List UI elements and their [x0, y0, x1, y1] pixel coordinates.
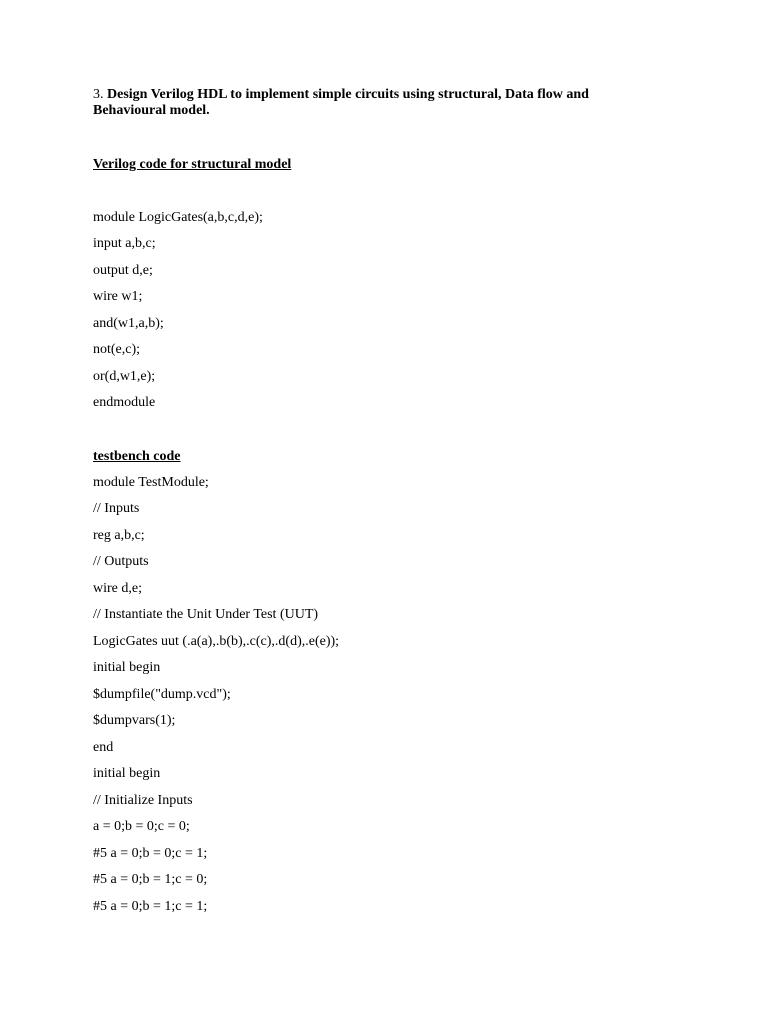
- testbench-code-line: $dumpvars(1);: [93, 713, 176, 728]
- structural-code-line: and(w1,a,b);: [93, 316, 164, 331]
- structural-code-line: output d,e;: [93, 263, 153, 278]
- structural-code-line: input a,b,c;: [93, 236, 156, 251]
- testbench-code-line: // Instantiate the Unit Under Test (UUT): [93, 607, 319, 622]
- question-text: Design Verilog HDL to implement simple circuits using structural, Data flow and Behavioural model.: [93, 87, 589, 118]
- testbench-code-line: #5 a = 0;b = 0;c = 1;: [93, 846, 208, 861]
- testbench-code-line: $dumpfile("dump.vcd");: [93, 687, 231, 702]
- question-statement: [93, 87, 653, 119]
- testbench-code-line: #5 a = 0;b = 1;c = 0;: [93, 872, 208, 887]
- testbench-code-line: LogicGates uut (.a(a),.b(b),.c(c),.d(d),.e(e));: [93, 634, 340, 649]
- structural-code-line: or(d,w1,e);: [93, 369, 156, 384]
- structural-heading: Verilog code for structural model: [93, 157, 292, 172]
- testbench-code-line: reg a,b,c;: [93, 528, 145, 543]
- testbench-code-line: module TestModule;: [93, 475, 209, 490]
- structural-code-line: wire w1;: [93, 289, 143, 304]
- testbench-code-line: a = 0;b = 0;c = 0;: [93, 819, 190, 834]
- testbench-code-line: initial begin: [93, 660, 161, 675]
- testbench-code-line: // Initialize Inputs: [93, 793, 193, 808]
- testbench-code-line: // Inputs: [93, 501, 140, 516]
- testbench-code-line: // Outputs: [93, 554, 149, 569]
- structural-code-line: module LogicGates(a,b,c,d,e);: [93, 210, 263, 225]
- testbench-heading: testbench code: [93, 449, 181, 464]
- testbench-code-line: #5 a = 0;b = 1;c = 1;: [93, 899, 208, 914]
- testbench-code-line: end: [93, 740, 114, 755]
- structural-code-line: not(e,c);: [93, 342, 141, 357]
- testbench-code-line: initial begin: [93, 766, 161, 781]
- question-number: 3.: [93, 87, 104, 102]
- structural-code-line: endmodule: [93, 395, 156, 410]
- testbench-code-line: wire d,e;: [93, 581, 142, 596]
